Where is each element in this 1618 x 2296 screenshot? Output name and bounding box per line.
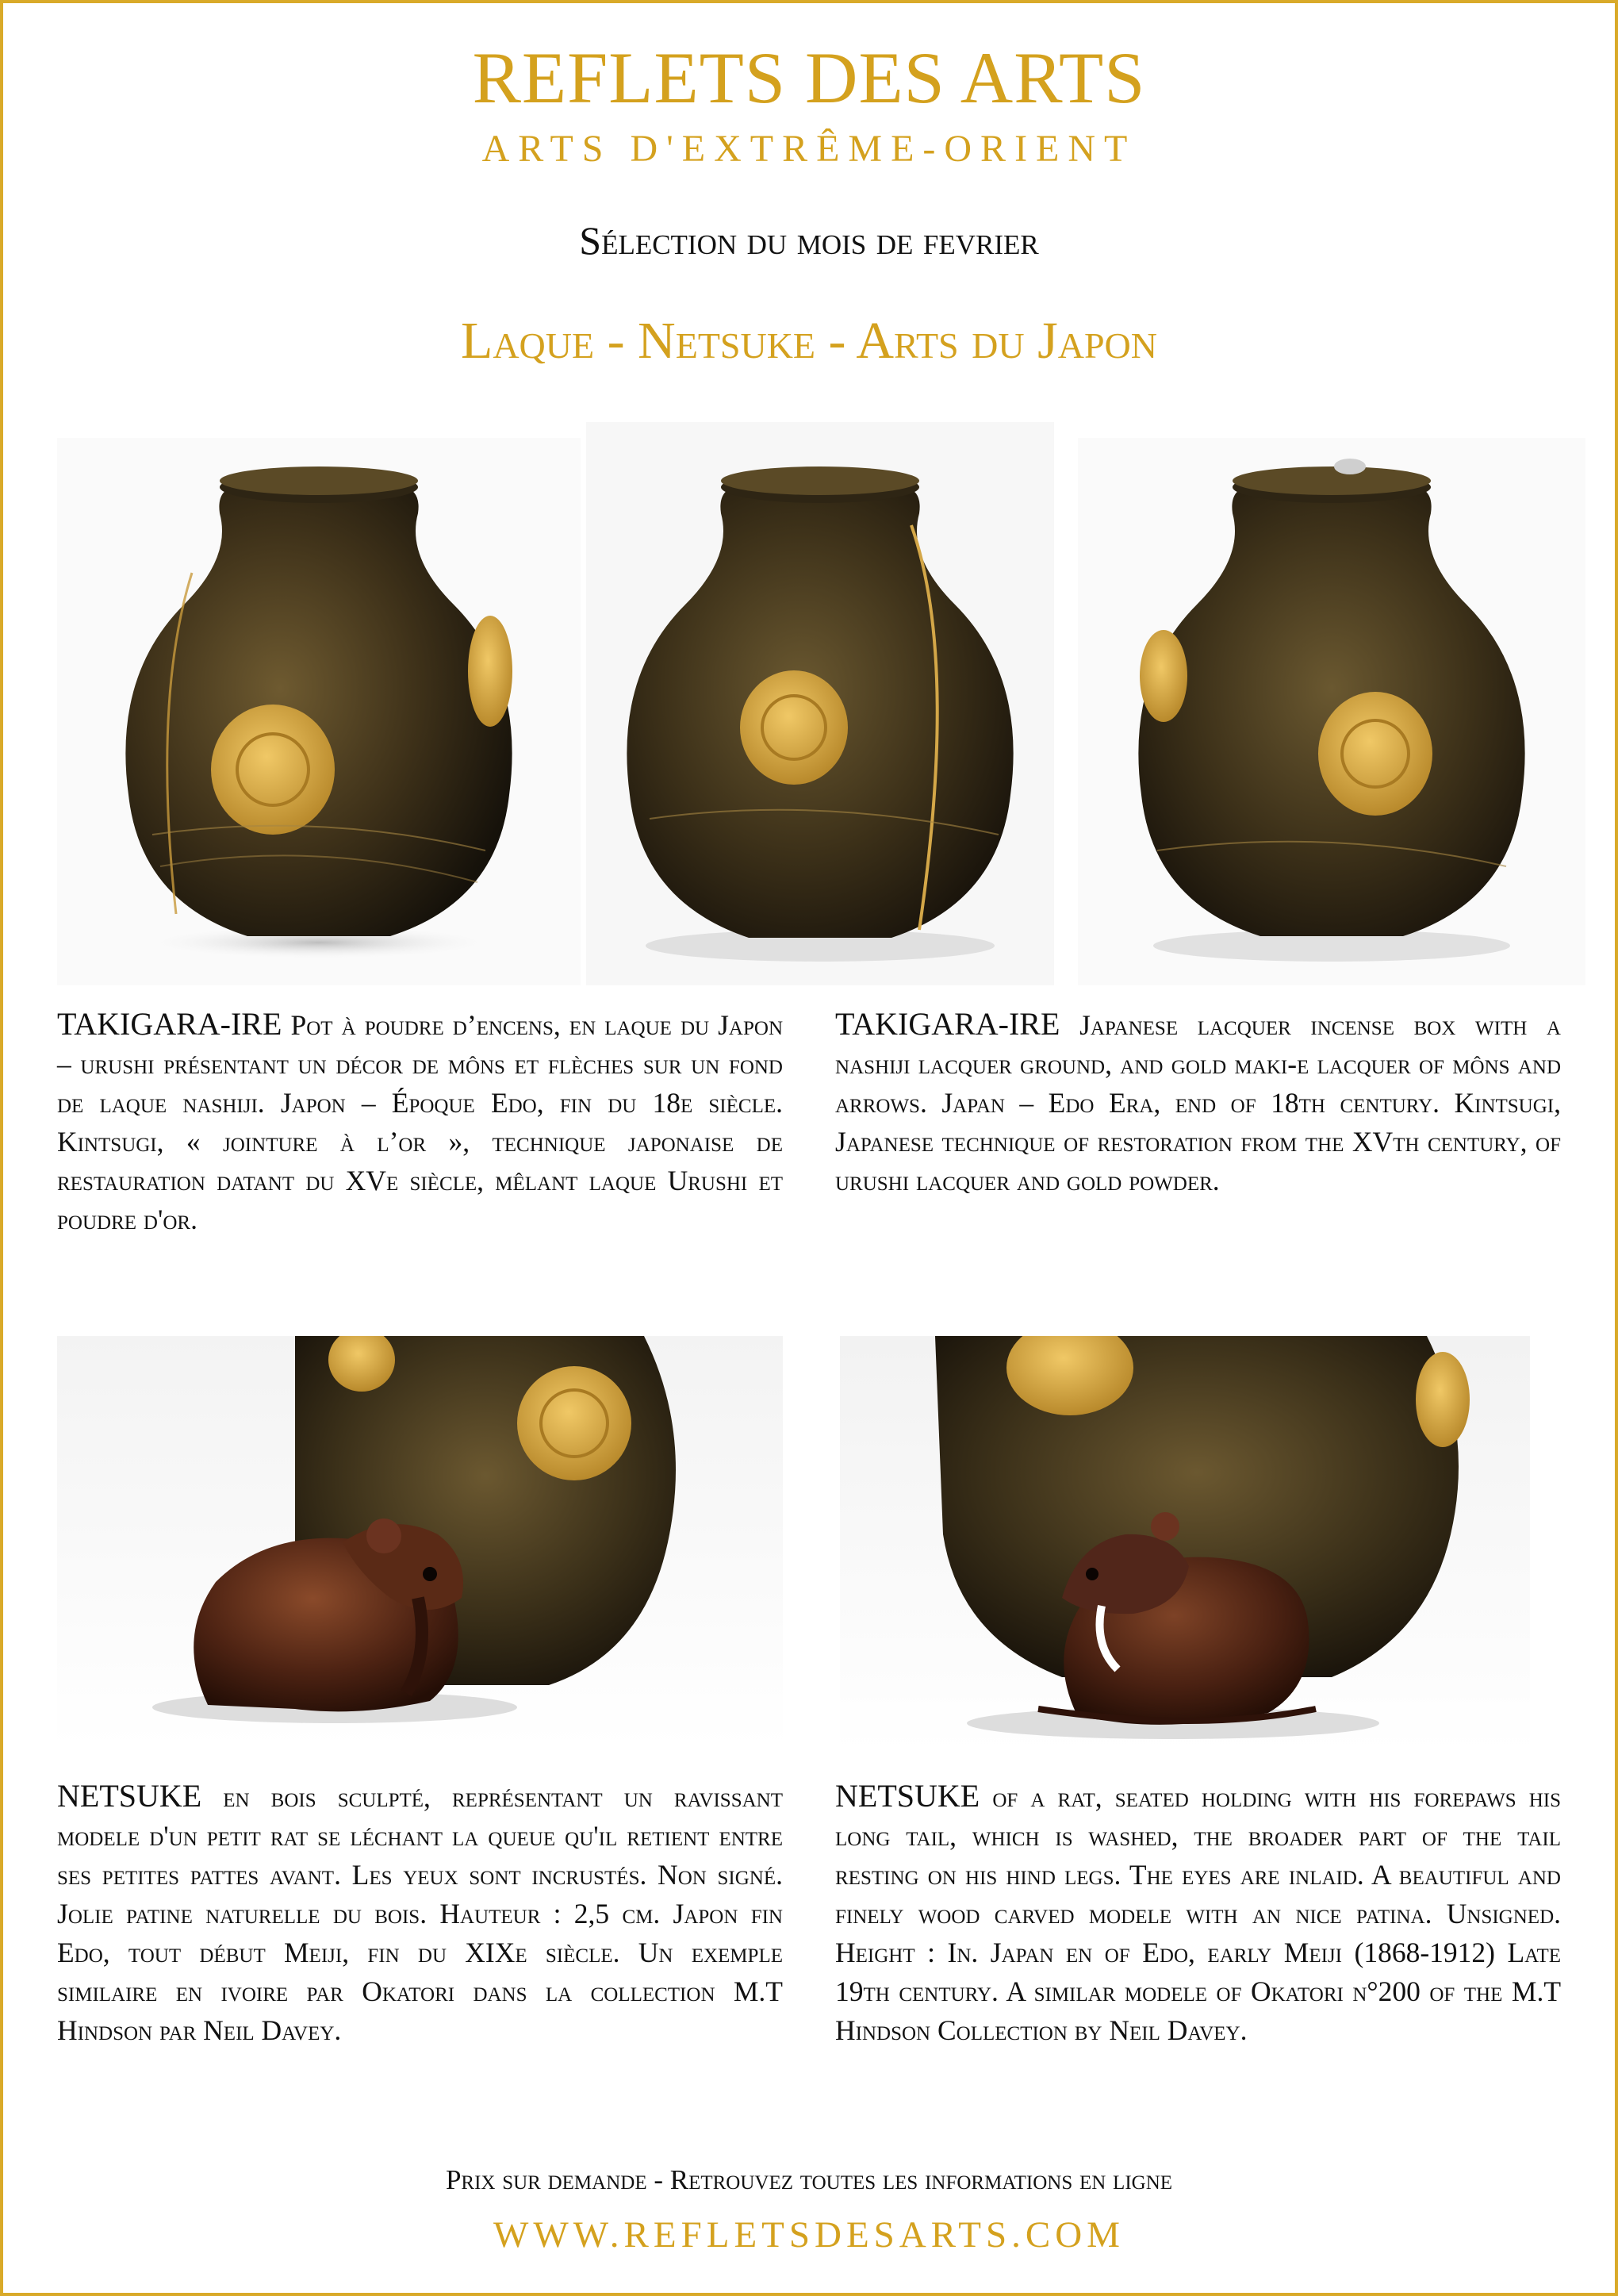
item1-text-en: Japanese lacquer incense box with a nashiji lacquer ground, and gold maki-e lacquer of môns and arrows. Japan – Edo Era, end of 18th century. Kintsugi, Japanese technique of restoration from the XVth century, of urushi lacquer and gold powder. [835,1009,1561,1196]
lacquer-pot-image [1078,438,1585,985]
theme-heading: Laque - Netsuke - Arts du Japon [461,312,1157,370]
lacquer-pot-image [586,422,1054,985]
lacquer-pot-photo-1 [57,438,581,985]
lacquer-pot-photo-2 [586,422,1054,985]
item2-description-en [835,1776,1561,2050]
item2-text-en: of a rat, seated holding with his forepaws his long tail, which is washed, the broader part of the tail resting on his hind legs. The eyes are inlaid. A beautiful and finely wood carved modele with an nice patina. Unsigned. Height : In. Japan en of Edo, early Meiji (1868-1912) Late 19th century. A similar modele of Okatori n°200 of the M.T Hindson Collection by Neil Davey. [835,1781,1561,2046]
month-selection: Sélection du mois de fevrier [579,218,1039,263]
lacquer-pot-photo-3 [1078,438,1585,985]
item2-description-fr [57,1776,783,2050]
item1-title-en: TAKIGARA-IRE [835,1006,1060,1042]
netsuke-rat-image [57,1336,783,1749]
item2-text-fr: en bois sculpté, représentant un ravissant modele d'un petit rat se léchant la queue qu'il retient entre ses petites pattes avant. Les yeux sont incrustés. Non signé. Jolie patine naturelle du bois. Hauteur : 2,5 cm. Japon fin Edo, tout début Meiji, fin du XIXe siècle. Un exemple similaire en ivoire par Okatori dans la collection M.T Hindson par Neil Davey. [57,1781,783,2046]
item1-description-en [835,1004,1561,1200]
item2-title-en: NETSUKE [835,1778,980,1814]
item1-title-fr: TAKIGARA-IRE [57,1006,282,1042]
lacquer-pot-image [57,438,581,985]
brand-subtitle: ARTS D'EXTRÊME-ORIENT [481,128,1137,170]
item2-title-fr: NETSUKE [57,1778,202,1814]
item1-description-fr [57,1004,783,1239]
item1-text-fr: Pot à poudre d’encens, en laque du Japon – urushi présentant un décor de môns et flèches sur un fond de laque nashiji. Japon – Époque Edo, fin du 18e siècle. Kintsugi, « jointure à l’or », technique japonaise de restauration datant du XVe siècle, mêlant laque Urushi et poudre d'or. [57,1009,783,1235]
website-link[interactable]: WWW.REFLETSDESARTS.COM [493,2214,1125,2256]
price-info: Prix sur demande - Retrouvez toutes les informations en ligne [445,2164,1173,2195]
netsuke-rat-image [840,1336,1530,1753]
netsuke-rat-photo-2 [840,1336,1530,1753]
netsuke-rat-photo-1 [57,1336,783,1749]
brand-title: REFLETS DES ARTS [472,37,1146,118]
